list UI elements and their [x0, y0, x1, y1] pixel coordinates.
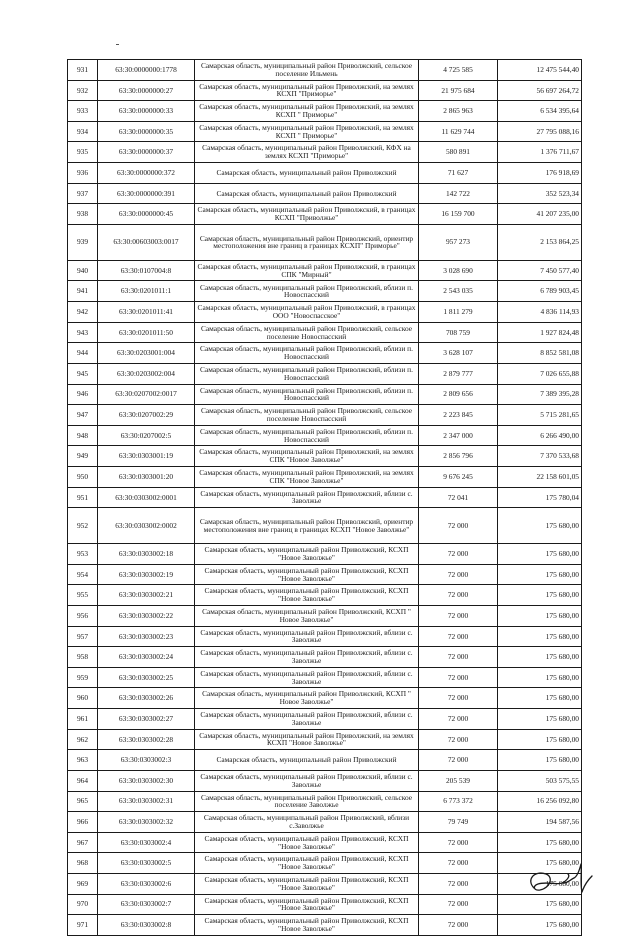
row-number: 947 — [68, 405, 98, 426]
cadastral-number: 63:30:0303002:23 — [98, 626, 195, 647]
location-description: Самарская область, муниципальный район Приволжский, вблизи с.Заволжье — [195, 812, 419, 833]
plot-area: 16 159 700 — [419, 204, 498, 225]
plot-area: 2 879 777 — [419, 363, 498, 384]
cadastral-value: 175 680,00 — [498, 508, 582, 544]
cadastral-value: 503 575,55 — [498, 770, 582, 791]
cadastral-value: 7 026 655,88 — [498, 363, 582, 384]
location-description: Самарская область, муниципальный район Приволжский, на землях КСХП " Приморье" — [195, 121, 419, 142]
table-row — [68, 446, 582, 467]
location-description: Самарская область, муниципальный район Приволжский, вблизи п. Новоспасский — [195, 363, 419, 384]
plot-area: 2 223 845 — [419, 405, 498, 426]
cadastral-number: 63:30:0303002:25 — [98, 667, 195, 688]
cadastral-number: 63:30:0207002:5 — [98, 425, 195, 446]
plot-area: 3 028 690 — [419, 260, 498, 281]
plot-area: 72 000 — [419, 667, 498, 688]
cadastral-value: 175 680,00 — [498, 564, 582, 585]
cadastral-value: 175 680,00 — [498, 585, 582, 606]
table-row — [68, 121, 582, 142]
plot-area: 72 000 — [419, 750, 498, 771]
table-row — [68, 260, 582, 281]
table-row — [68, 729, 582, 750]
cadastral-number: 63:30:0201011:50 — [98, 322, 195, 343]
table-row — [68, 812, 582, 833]
table-row — [68, 770, 582, 791]
table-row — [68, 60, 582, 81]
cadastral-value: 175 680,00 — [498, 544, 582, 565]
table-row — [68, 487, 582, 508]
location-description: Самарская область, муниципальный район Приволжский, вблизи с. Заволжье — [195, 487, 419, 508]
cadastral-value: 1 376 711,67 — [498, 142, 582, 163]
location-description: Самарская область, муниципальный район Приволжский — [195, 750, 419, 771]
row-number: 960 — [68, 688, 98, 709]
table-row — [68, 142, 582, 163]
cadastral-number: 63:30:0201011:41 — [98, 302, 195, 323]
cadastral-number: 63:30:00603003:0017 — [98, 224, 195, 260]
cadastral-number: 63:30:0303002:0001 — [98, 487, 195, 508]
row-number: 950 — [68, 466, 98, 487]
plot-area: 72 000 — [419, 564, 498, 585]
row-number: 966 — [68, 812, 98, 833]
table-row — [68, 647, 582, 668]
cadastral-number: 63:30:0303002:30 — [98, 770, 195, 791]
location-description: Самарская область, муниципальный район Приволжский, на землях КСХП "Приморье" — [195, 80, 419, 101]
plot-area: 72 000 — [419, 647, 498, 668]
cadastral-value: 56 697 264,72 — [498, 80, 582, 101]
cadastral-number: 63:30:0000000:1778 — [98, 60, 195, 81]
location-description: Самарская область, муниципальный район Приволжский, КСХП "Новое Заволжье" — [195, 585, 419, 606]
row-number: 931 — [68, 60, 98, 81]
location-description: Самарская область, муниципальный район Приволжский, КСХП " Новое Заволжье" — [195, 606, 419, 627]
table-row — [68, 544, 582, 565]
row-number: 935 — [68, 142, 98, 163]
row-number: 952 — [68, 508, 98, 544]
cadastral-number: 63:30:0303002:24 — [98, 647, 195, 668]
location-description: Самарская область, муниципальный район Приволжский — [195, 163, 419, 184]
row-number: 948 — [68, 425, 98, 446]
cadastral-number: 63:30:0303002:4 — [98, 832, 195, 853]
location-description: Самарская область, муниципальный район Приволжский, КСХП "Новое Заволжье" — [195, 853, 419, 874]
plot-area: 11 629 744 — [419, 121, 498, 142]
cadastral-value: 176 918,69 — [498, 163, 582, 184]
plot-area: 72 000 — [419, 544, 498, 565]
plot-area: 2 347 000 — [419, 425, 498, 446]
location-description: Самарская область, муниципальный район Приволжский, на землях КСХП " Приморье" — [195, 101, 419, 122]
cadastral-number: 63:30:0303002:8 — [98, 915, 195, 936]
cadastral-number: 63:30:0303001:19 — [98, 446, 195, 467]
cadastral-value: 175 680,00 — [498, 832, 582, 853]
row-number: 958 — [68, 647, 98, 668]
location-description: Самарская область, муниципальный район Приволжский, сельское поселение Новоспасский — [195, 322, 419, 343]
table-row — [68, 343, 582, 364]
table-row — [68, 791, 582, 812]
location-description: Самарская область, муниципальный район Приволжский, вблизи п. Новоспасский — [195, 281, 419, 302]
table-row — [68, 894, 582, 915]
cadastral-number: 63:30:0303002:31 — [98, 791, 195, 812]
land-plots-table-body — [68, 60, 582, 936]
location-description: Самарская область, муниципальный район Приволжский, КСХП "Новое Заволжье" — [195, 544, 419, 565]
cadastral-value: 175 680,00 — [498, 915, 582, 936]
row-number: 964 — [68, 770, 98, 791]
plot-area: 72 000 — [419, 832, 498, 853]
row-number: 938 — [68, 204, 98, 225]
cadastral-number: 63:30:0203002:004 — [98, 363, 195, 384]
cadastral-number: 63:30:0303002:5 — [98, 853, 195, 874]
row-number: 937 — [68, 183, 98, 204]
location-description: Самарская область, муниципальный район Приволжский, КСХП "Новое Заволжье" — [195, 915, 419, 936]
plot-area: 1 811 279 — [419, 302, 498, 323]
row-number: 934 — [68, 121, 98, 142]
cadastral-number: 63:30:0000000:372 — [98, 163, 195, 184]
table-row — [68, 183, 582, 204]
scan-speck — [116, 44, 119, 45]
plot-area: 6 773 372 — [419, 791, 498, 812]
location-description: Самарская область, муниципальный район Приволжский, вблизи п. Новоспасский — [195, 384, 419, 405]
location-description: Самарская область, муниципальный район Приволжский, вблизи с. Заволжье — [195, 647, 419, 668]
location-description: Самарская область, муниципальный район Приволжский, на землях СПК "Новое Заволжье" — [195, 466, 419, 487]
table-row — [68, 384, 582, 405]
location-description: Самарская область, муниципальный район Приволжский, вблизи с. Заволжье — [195, 770, 419, 791]
plot-area: 71 627 — [419, 163, 498, 184]
plot-area: 72 000 — [419, 606, 498, 627]
cadastral-value: 4 836 114,93 — [498, 302, 582, 323]
plot-area: 72 000 — [419, 894, 498, 915]
table-row — [68, 750, 582, 771]
cadastral-number: 63:30:0207002:29 — [98, 405, 195, 426]
land-plots-table — [67, 59, 582, 936]
location-description: Самарская область, муниципальный район Приволжский, вблизи с. Заволжье — [195, 709, 419, 730]
cadastral-value: 175 680,00 — [498, 750, 582, 771]
plot-area: 2 809 656 — [419, 384, 498, 405]
row-number: 963 — [68, 750, 98, 771]
cadastral-number: 63:30:0303002:28 — [98, 729, 195, 750]
cadastral-number: 63:30:0207002:0017 — [98, 384, 195, 405]
cadastral-number: 63:30:0203001:004 — [98, 343, 195, 364]
cadastral-value: 5 715 281,65 — [498, 405, 582, 426]
row-number: 970 — [68, 894, 98, 915]
row-number: 941 — [68, 281, 98, 302]
row-number: 933 — [68, 101, 98, 122]
plot-area: 72 000 — [419, 709, 498, 730]
cadastral-value: 175 680,00 — [498, 853, 582, 874]
location-description: Самарская область, муниципальный район Приволжский, КФХ на землях КСХП "Приморье" — [195, 142, 419, 163]
row-number: 951 — [68, 487, 98, 508]
cadastral-value: 6 266 490,00 — [498, 425, 582, 446]
cadastral-number: 63:30:0303001:20 — [98, 466, 195, 487]
plot-area: 580 891 — [419, 142, 498, 163]
cadastral-number: 63:30:0201011:1 — [98, 281, 195, 302]
plot-area: 2 865 963 — [419, 101, 498, 122]
row-number: 967 — [68, 832, 98, 853]
table-row — [68, 224, 582, 260]
location-description: Самарская область, муниципальный район Приволжский, КСХП " Новое Заволжье" — [195, 688, 419, 709]
location-description: Самарская область, муниципальный район Приволжский — [195, 183, 419, 204]
table-row — [68, 564, 582, 585]
table-row — [68, 915, 582, 936]
plot-area: 21 975 684 — [419, 80, 498, 101]
table-row — [68, 667, 582, 688]
table-row — [68, 363, 582, 384]
cadastral-value: 175 680,00 — [498, 873, 582, 894]
plot-area: 957 273 — [419, 224, 498, 260]
cadastral-number: 63:30:0303002:3 — [98, 750, 195, 771]
table-row — [68, 163, 582, 184]
cadastral-number: 63:30:0000000:33 — [98, 101, 195, 122]
cadastral-value: 2 153 864,25 — [498, 224, 582, 260]
cadastral-value: 175 680,00 — [498, 606, 582, 627]
location-description: Самарская область, муниципальный район Приволжский, КСХП "Новое Заволжье" — [195, 894, 419, 915]
handwritten-signature — [524, 858, 594, 900]
table-row — [68, 466, 582, 487]
cadastral-number: 63:30:0303002:32 — [98, 812, 195, 833]
table-row — [68, 832, 582, 853]
plot-area: 72 000 — [419, 853, 498, 874]
table-row — [68, 873, 582, 894]
row-number: 949 — [68, 446, 98, 467]
cadastral-number: 63:30:0303002:22 — [98, 606, 195, 627]
cadastral-number: 63:30:0303002:21 — [98, 585, 195, 606]
plot-area: 72 000 — [419, 688, 498, 709]
location-description: Самарская область, муниципальный район Приволжский, ориентир местоположения вне границ в границах КСХП "Новое Заволжье" — [195, 508, 419, 544]
plot-area: 205 539 — [419, 770, 498, 791]
cadastral-value: 175 680,00 — [498, 667, 582, 688]
cadastral-value: 7 450 577,40 — [498, 260, 582, 281]
plot-area: 708 759 — [419, 322, 498, 343]
row-number: 953 — [68, 544, 98, 565]
table-row — [68, 585, 582, 606]
table-row — [68, 101, 582, 122]
table-row — [68, 405, 582, 426]
location-description: Самарская область, муниципальный район Приволжский, вблизи п. Новоспасский — [195, 343, 419, 364]
plot-area: 72 041 — [419, 487, 498, 508]
cadastral-value: 194 587,56 — [498, 812, 582, 833]
plot-area: 72 000 — [419, 915, 498, 936]
location-description: Самарская область, муниципальный район Приволжский, вблизи с. Заволжье — [195, 667, 419, 688]
cadastral-number: 63:30:0303002:27 — [98, 709, 195, 730]
table-row — [68, 322, 582, 343]
location-description: Самарская область, муниципальный район Приволжский, сельское поселение Заволжье — [195, 791, 419, 812]
cadastral-value: 175 680,00 — [498, 729, 582, 750]
cadastral-number: 63:30:0303002:19 — [98, 564, 195, 585]
location-description: Самарская область, муниципальный район Приволжский, на землях СПК "Новое Заволжье" — [195, 446, 419, 467]
row-number: 965 — [68, 791, 98, 812]
row-number: 971 — [68, 915, 98, 936]
cadastral-number: 63:30:0303002:0002 — [98, 508, 195, 544]
plot-area: 72 000 — [419, 873, 498, 894]
row-number: 969 — [68, 873, 98, 894]
plot-area: 9 676 245 — [419, 466, 498, 487]
location-description: Самарская область, муниципальный район Приволжский, сельское поселение Ильмень — [195, 60, 419, 81]
cadastral-number: 63:30:0000000:45 — [98, 204, 195, 225]
cadastral-value: 175 680,00 — [498, 894, 582, 915]
cadastral-value: 7 389 395,28 — [498, 384, 582, 405]
cadastral-value: 1 927 824,48 — [498, 322, 582, 343]
table-row — [68, 688, 582, 709]
cadastral-value: 175 680,00 — [498, 709, 582, 730]
cadastral-number: 63:30:0107004:8 — [98, 260, 195, 281]
cadastral-value: 175 680,00 — [498, 688, 582, 709]
cadastral-value: 41 207 235,00 — [498, 204, 582, 225]
location-description: Самарская область, муниципальный район Приволжский, в границах КСХП "Приволжье" — [195, 204, 419, 225]
plot-area: 79 749 — [419, 812, 498, 833]
cadastral-number: 63:30:0303002:18 — [98, 544, 195, 565]
plot-area: 3 628 107 — [419, 343, 498, 364]
location-description: Самарская область, муниципальный район Приволжский, в границах СПК "Мирный" — [195, 260, 419, 281]
cadastral-value: 22 158 601,05 — [498, 466, 582, 487]
cadastral-value: 6 789 903,45 — [498, 281, 582, 302]
cadastral-number: 63:30:0000000:27 — [98, 80, 195, 101]
location-description: Самарская область, муниципальный район Приволжский, на землях КСХП "Новое Заволжье" — [195, 729, 419, 750]
plot-area: 72 000 — [419, 729, 498, 750]
plot-area: 2 856 796 — [419, 446, 498, 467]
row-number: 944 — [68, 343, 98, 364]
row-number: 968 — [68, 853, 98, 874]
cadastral-value: 12 475 544,40 — [498, 60, 582, 81]
cadastral-number: 63:30:0000000:35 — [98, 121, 195, 142]
cadastral-number: 63:30:0303002:7 — [98, 894, 195, 915]
location-description: Самарская область, муниципальный район Приволжский, КСХП "Новое Заволжье" — [195, 873, 419, 894]
plot-area: 72 000 — [419, 585, 498, 606]
cadastral-number: 63:30:0000000:37 — [98, 142, 195, 163]
location-description: Самарская область, муниципальный район Приволжский, КСХП "Новое Заволжье" — [195, 564, 419, 585]
plot-area: 4 725 585 — [419, 60, 498, 81]
table-row — [68, 204, 582, 225]
location-description: Самарская область, муниципальный район Приволжский, в границах ООО "Новоспасское" — [195, 302, 419, 323]
row-number: 936 — [68, 163, 98, 184]
row-number: 939 — [68, 224, 98, 260]
location-description: Самарская область, муниципальный район Приволжский, КСХП "Новое Заволжье" — [195, 832, 419, 853]
cadastral-number: 63:30:0000000:391 — [98, 183, 195, 204]
table-row — [68, 626, 582, 647]
cadastral-value: 175 680,00 — [498, 626, 582, 647]
row-number: 940 — [68, 260, 98, 281]
row-number: 946 — [68, 384, 98, 405]
table-row — [68, 606, 582, 627]
location-description: Самарская область, муниципальный район Приволжский, ориентир местоположения вне границ в границах КСХП" Приморье" — [195, 224, 419, 260]
row-number: 959 — [68, 667, 98, 688]
table-row — [68, 425, 582, 446]
row-number: 962 — [68, 729, 98, 750]
cadastral-value: 175 680,00 — [498, 647, 582, 668]
plot-area: 72 000 — [419, 508, 498, 544]
plot-area: 2 543 035 — [419, 281, 498, 302]
cadastral-value: 6 534 395,64 — [498, 101, 582, 122]
table-row — [68, 709, 582, 730]
table-row — [68, 508, 582, 544]
cadastral-value: 27 795 088,16 — [498, 121, 582, 142]
row-number: 954 — [68, 564, 98, 585]
cadastral-number: 63:30:0303002:6 — [98, 873, 195, 894]
table-row — [68, 281, 582, 302]
row-number: 942 — [68, 302, 98, 323]
row-number: 955 — [68, 585, 98, 606]
table-row — [68, 853, 582, 874]
location-description: Самарская область, муниципальный район Приволжский, вблизи п. Новоспасский — [195, 425, 419, 446]
row-number: 961 — [68, 709, 98, 730]
cadastral-value: 7 370 533,68 — [498, 446, 582, 467]
cadastral-value: 175 780,04 — [498, 487, 582, 508]
row-number: 932 — [68, 80, 98, 101]
cadastral-value: 8 852 581,08 — [498, 343, 582, 364]
row-number: 945 — [68, 363, 98, 384]
location-description: Самарская область, муниципальный район Приволжский, сельское поселение Новоспасский — [195, 405, 419, 426]
row-number: 956 — [68, 606, 98, 627]
cadastral-number: 63:30:0303002:26 — [98, 688, 195, 709]
table-row — [68, 302, 582, 323]
row-number: 943 — [68, 322, 98, 343]
plot-area: 142 722 — [419, 183, 498, 204]
plot-area: 72 000 — [419, 626, 498, 647]
table-row — [68, 80, 582, 101]
row-number: 957 — [68, 626, 98, 647]
location-description: Самарская область, муниципальный район Приволжский, вблизи с. Заволжье — [195, 626, 419, 647]
cadastral-value: 16 256 092,80 — [498, 791, 582, 812]
cadastral-value: 352 523,34 — [498, 183, 582, 204]
